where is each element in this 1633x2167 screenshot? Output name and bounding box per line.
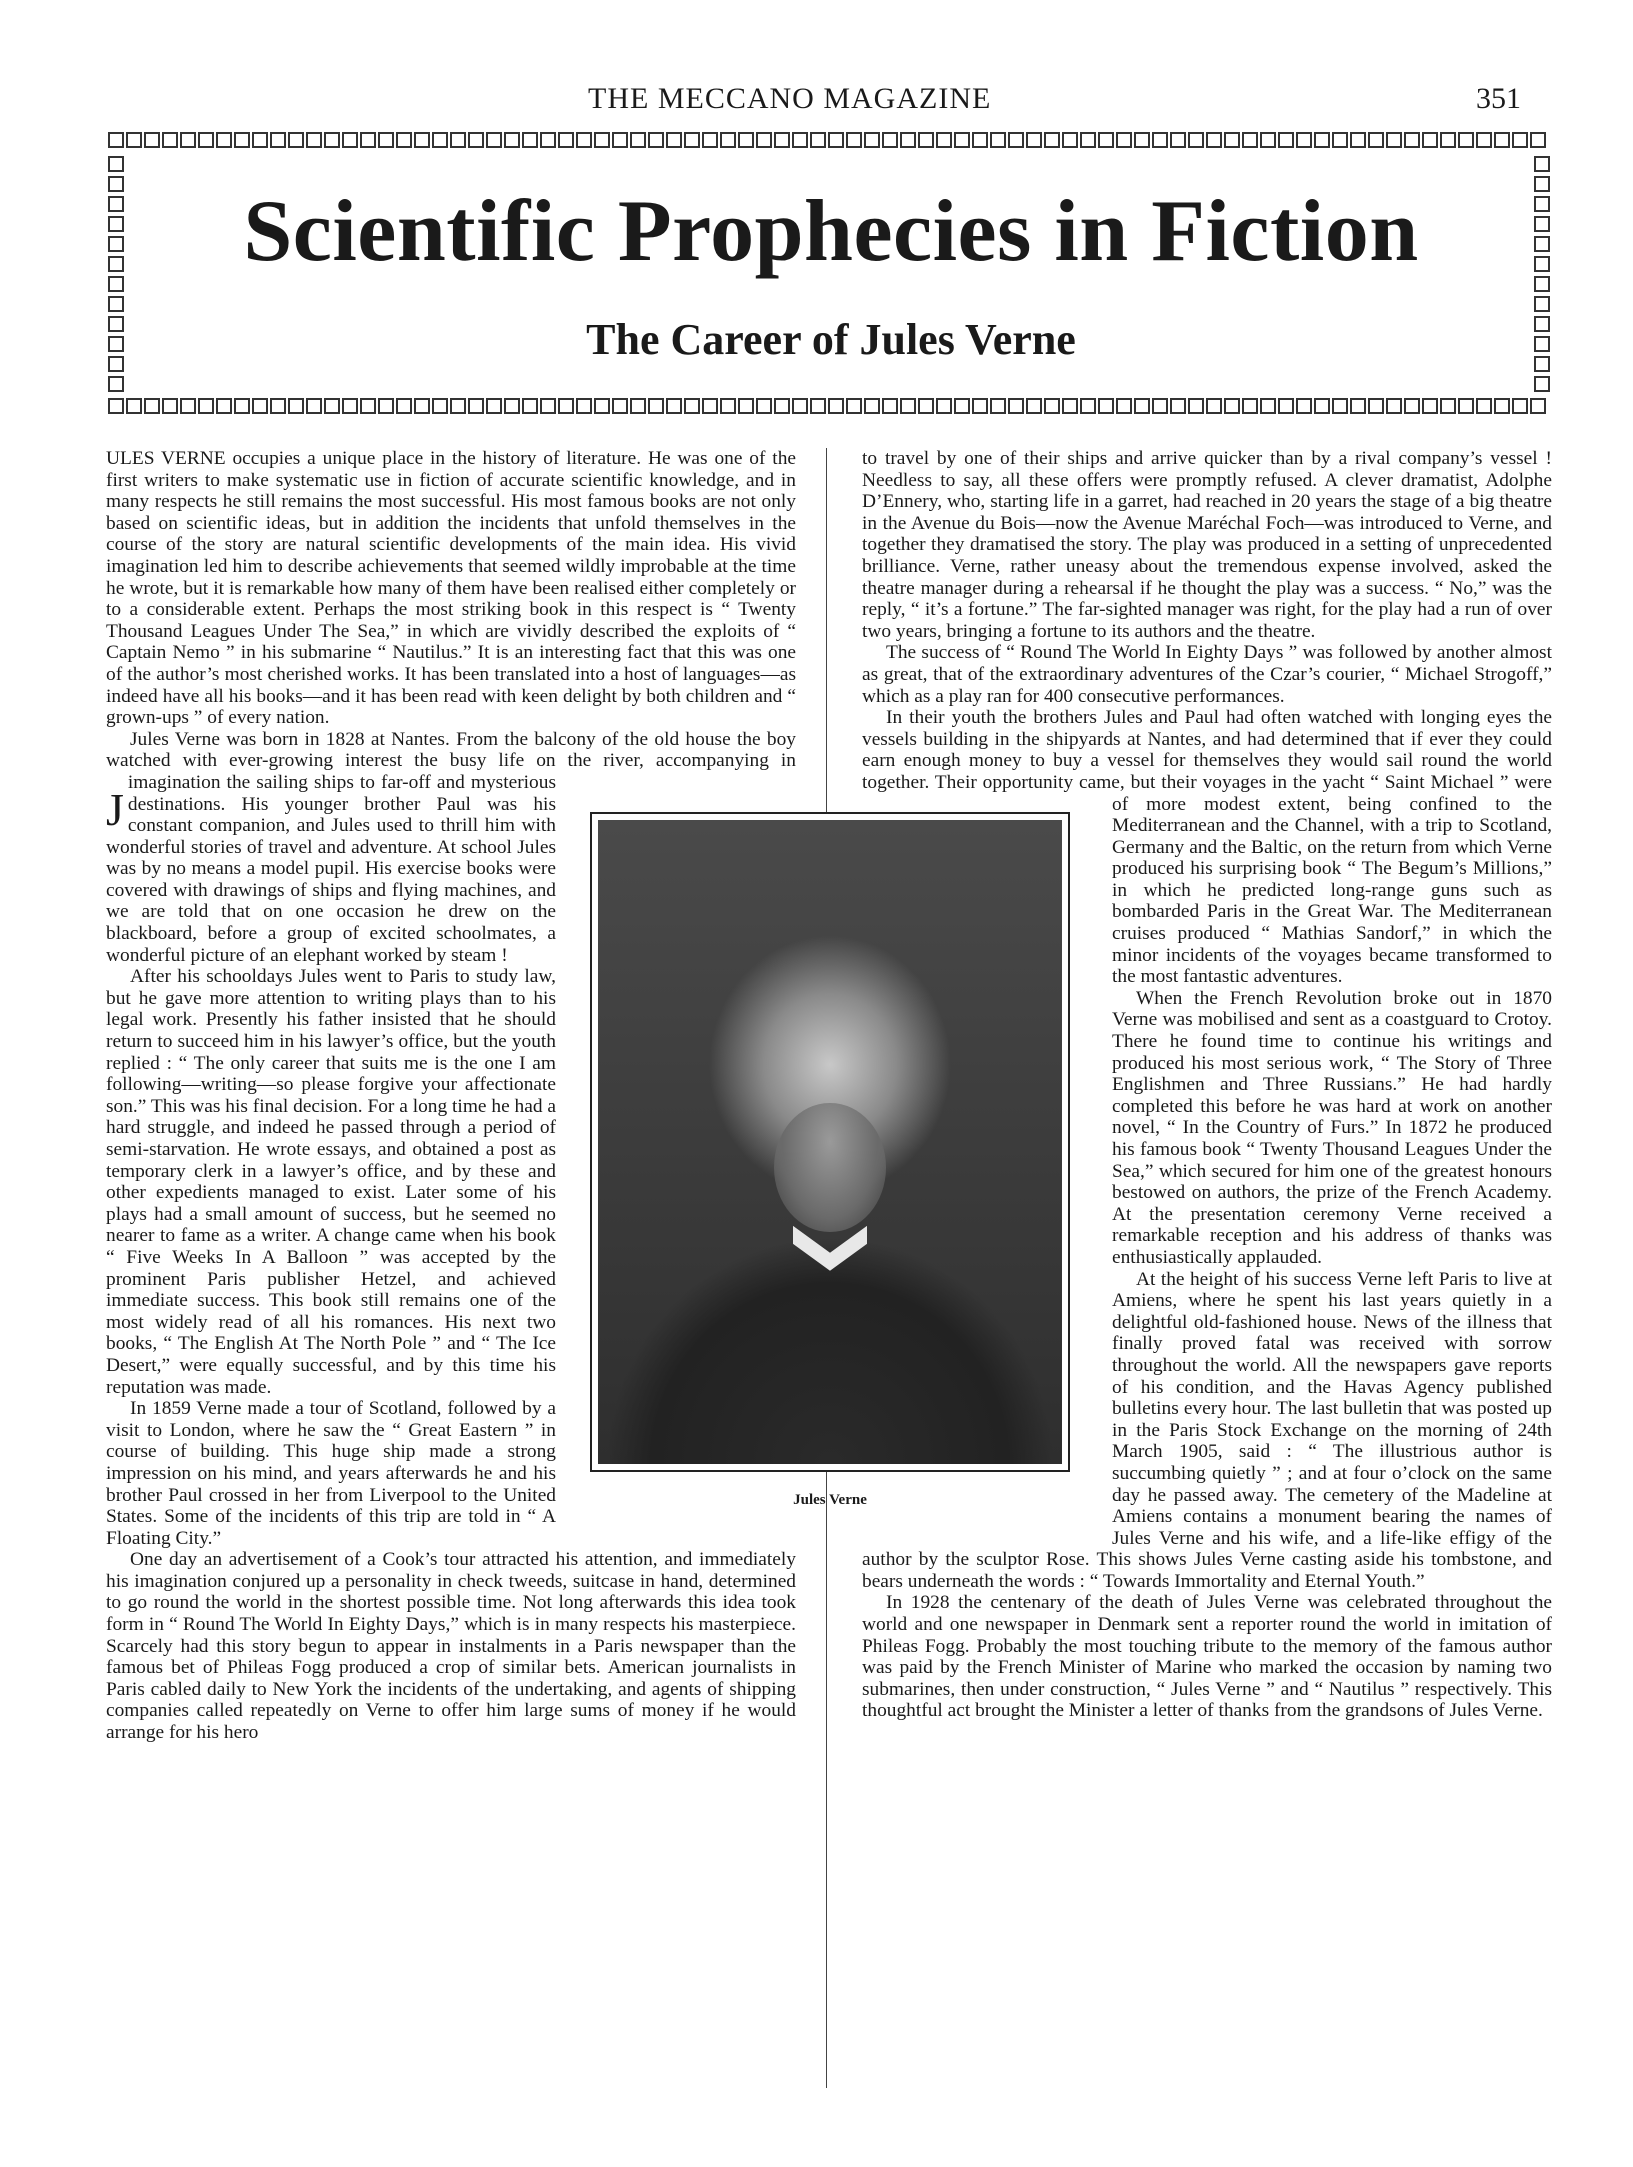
- border-square: [828, 132, 844, 148]
- border-square: [234, 398, 250, 414]
- border-square: [1534, 276, 1550, 292]
- photo-caption: Jules Verne: [793, 1492, 867, 1508]
- portrait-photo: [590, 812, 1070, 1472]
- border-square: [738, 132, 754, 148]
- border-top: [108, 132, 1554, 152]
- paragraph: After his schooldays Jules went to Paris to study law, but he gave more attention to writing plays than to his legal work. Presently his father insisted that he should return to succeed him in his lawyer’s office, but the youth replied : “ The only career that suits me is the one I am following—writing—so please forgive your affectionate son.” This was his final decision. For a long time he had a hard struggle, and indeed he passed through a period of semi-starvation. He wrote essays, and obtained a post as temporary clerk in a lawyer’s office, and by these and other expedients managed to exist. Later some of his plays had a small amount of success, but he seemed no nearer to fame as a writer. A change came when his book “ Five Weeks In A Balloon ” was accepted by the prominent Paris publisher Hetzel, and achieved immediate success. This book still remains one of the most widely read of all his romances. His next two books, “ The English At The North Pole ” and “ The Ice Desert,” were equally successful, and by this time his reputation was made.: [106, 966, 556, 1398]
- border-square: [360, 398, 376, 414]
- border-square: [1134, 398, 1150, 414]
- border-square: [1534, 156, 1550, 172]
- border-square: [108, 276, 124, 292]
- border-square: [1368, 132, 1384, 148]
- portrait-image: [598, 820, 1062, 1464]
- paragraph: When the French Revolution broke out in 1870 Verne was mobilised and sent as a coastguard to Crotoy. There he found time to continue his writings and produced his most serious work, “ The Story of Three Englishmen and Three Russians.” He had hardly completed this before he was hard at work on another novel, “ In the Country of Furs.” In 1872 he produced his famous book “ Twenty Thousand Leagues Under the Sea,” which secured for him one of the greatest honours bestowed on authors, the prize of the French Academy. At the presentation ceremony Verne received a remarkable reception and his address of thanks was enthusiastically applauded.: [1112, 987, 1552, 1268]
- border-square: [1080, 398, 1096, 414]
- border-square: [1422, 132, 1438, 148]
- border-square: [648, 398, 664, 414]
- border-square: [108, 236, 124, 252]
- border-square: [252, 398, 268, 414]
- paragraph: Jules Verne was born in 1828 at Nantes. From the balcony of the old house the boy watched with ever-growing interest the busy life on the river, accompanying in imagination the sailing ships to far-off and mysterious destinations. His younger brother Paul was his constant companion, and Jules used to thrill him with wonderful stories of travel and adventure. At school Jules was by no means a model pupil. His exercise books were covered with drawings of ships and flying machines, and we are told that on one occasion he drew on the blackboard, before a group of excited schoolmates, a wonderful picture of an elephant worked by steam !: [106, 728, 796, 966]
- border-square: [720, 398, 736, 414]
- border-square: [1242, 398, 1258, 414]
- border-square: [1422, 398, 1438, 414]
- border-square: [594, 398, 610, 414]
- border-square: [792, 398, 808, 414]
- border-square: [1534, 296, 1550, 312]
- border-square: [504, 398, 520, 414]
- paragraph: At the height of his success Verne left Paris to live at Amiens, where he spent his last years quietly in a delightful old-fashioned house. News of the illness that finally proved fatal was received with sorrow throughout the world. All the newspapers gave reports of his condition, and the Havas Agency published bulletins every hour. The last bulletin that was posted up in the Paris Stock Exchange on the morning of 24th March 1905, said : “ The illustrious author is succumbing quietly ” ; and at four o’clock on the same day he passed away. The cemetery of the Madeline at Amiens contains a monument bearing the names of Jules Verne and his wife, and a life-like effigy of the author by the sculptor Rose. This shows Jules Verne casting aside his tombstone, and bears underneath the words : “ Towards Immortality and Eternal Youth.”: [862, 1268, 1552, 1592]
- border-square: [1368, 398, 1384, 414]
- title-frame: [108, 132, 1554, 418]
- border-square: [270, 132, 286, 148]
- border-left: [108, 156, 128, 394]
- border-square: [1458, 132, 1474, 148]
- border-square: [108, 376, 124, 392]
- border-square: [540, 132, 556, 148]
- border-square: [180, 398, 196, 414]
- border-square: [756, 398, 772, 414]
- paragraph: to travel by one of their ships and arrive quicker than by a rival company’s vessel ! Needless to say, all these offers were promptly refused. A clever dramatist, Adolphe D’Ennery, who, starting life in a garret, had reached in 20 years the stage of a big theatre in the Avenue du Bois—now the Avenue Maréchal Foch—was introduced to Verne, and together they dramatised the story. The play was produced in a setting of unprecedented brilliance. Verne, rather uneasy about the tremendous expense involved, asked the theatre manager during a rehearsal if he thought the play was a success. “ No,” was the reply, “ it’s a fortune.” The far-sighted manager was right, for the play had a run of over two years, bringing a fortune to its authors and the theatre.: [862, 448, 1552, 642]
- border-square: [1404, 132, 1420, 148]
- drop-cap: J: [106, 784, 124, 835]
- border-square: [1530, 398, 1546, 414]
- border-square: [1080, 132, 1096, 148]
- border-square: [558, 132, 574, 148]
- border-square: [1278, 398, 1294, 414]
- border-square: [1062, 132, 1078, 148]
- border-square: [1062, 398, 1078, 414]
- border-square: [1458, 398, 1474, 414]
- border-square: [1188, 398, 1204, 414]
- article-title: Scientific Prophecies in Fiction: [243, 183, 1419, 280]
- border-square: [1134, 132, 1150, 148]
- border-square: [288, 398, 304, 414]
- border-square: [522, 132, 538, 148]
- border-square: [1512, 398, 1528, 414]
- border-square: [1224, 398, 1240, 414]
- border-right: [1534, 156, 1554, 394]
- border-square: [756, 132, 772, 148]
- border-square: [1170, 132, 1186, 148]
- border-square: [450, 132, 466, 148]
- border-square: [720, 132, 736, 148]
- border-bottom: [108, 398, 1554, 418]
- border-square: [252, 132, 268, 148]
- border-square: [612, 132, 628, 148]
- border-square: [1476, 132, 1492, 148]
- border-square: [684, 132, 700, 148]
- border-square: [108, 176, 124, 192]
- border-square: [162, 132, 178, 148]
- border-square: [540, 398, 556, 414]
- border-square: [1386, 398, 1402, 414]
- border-square: [864, 398, 880, 414]
- border-square: [576, 132, 592, 148]
- border-square: [378, 132, 394, 148]
- border-square: [468, 398, 484, 414]
- border-square: [774, 132, 790, 148]
- border-square: [648, 132, 664, 148]
- border-square: [1152, 398, 1168, 414]
- border-square: [324, 132, 340, 148]
- border-square: [684, 398, 700, 414]
- border-square: [108, 196, 124, 212]
- border-square: [558, 398, 574, 414]
- border-square: [1512, 132, 1528, 148]
- border-square: [864, 132, 880, 148]
- border-square: [1332, 132, 1348, 148]
- border-square: [396, 398, 412, 414]
- border-square: [468, 132, 484, 148]
- border-square: [108, 356, 124, 372]
- border-square: [378, 398, 394, 414]
- border-square: [846, 132, 862, 148]
- border-square: [144, 132, 160, 148]
- border-square: [1026, 398, 1042, 414]
- border-square: [108, 316, 124, 332]
- border-square: [828, 398, 844, 414]
- border-square: [846, 398, 862, 414]
- border-square: [450, 398, 466, 414]
- border-square: [882, 398, 898, 414]
- border-square: [666, 398, 682, 414]
- border-square: [126, 132, 142, 148]
- border-square: [1116, 132, 1132, 148]
- border-square: [972, 132, 988, 148]
- border-square: [108, 156, 124, 172]
- border-square: [396, 132, 412, 148]
- border-square: [1296, 132, 1312, 148]
- border-square: [954, 132, 970, 148]
- border-square: [1534, 256, 1550, 272]
- border-square: [594, 132, 610, 148]
- border-square: [990, 398, 1006, 414]
- border-square: [198, 398, 214, 414]
- border-square: [1534, 236, 1550, 252]
- border-square: [1404, 398, 1420, 414]
- border-square: [1534, 216, 1550, 232]
- border-square: [1170, 398, 1186, 414]
- border-square: [1026, 132, 1042, 148]
- border-square: [1314, 132, 1330, 148]
- border-square: [576, 398, 592, 414]
- border-square: [342, 132, 358, 148]
- border-square: [324, 398, 340, 414]
- border-square: [1534, 316, 1550, 332]
- border-square: [774, 398, 790, 414]
- border-square: [1494, 132, 1510, 148]
- border-square: [108, 336, 124, 352]
- border-square: [216, 132, 232, 148]
- paragraph: J ULES VERNE occupies a unique place in the history of literature. He was one of the first writers to make systematic use in fiction of accurate scientific knowledge, and in many respects he still remains the most successful. His most famous books are not only based on scientific ideas, but in addition the incidents that unfold themselves in the course of the story are natural scientific developments of the main idea. His vivid imagination led him to describe achievements that seemed wildly improbable at the time he wrote, but it is remarkable how many of them have been realised either completely or to a considerable extent. Perhaps the most striking book in this respect is “ Twenty Thousand Leagues Under The Sea,” in which are vividly described the exploits of “ Captain Nemo ” in his submarine “ Nautilus.” It is an interesting fact that this was one of the author’s most cherished works. It has been translated into a host of languages—as indeed have all his books—and it has been read with keen delight by both children and “ grown-ups ” of every nation.: [106, 448, 796, 835]
- border-square: [1332, 398, 1348, 414]
- border-square: [216, 398, 232, 414]
- border-square: [486, 132, 502, 148]
- border-square: [702, 132, 718, 148]
- border-square: [990, 132, 1006, 148]
- border-square: [630, 132, 646, 148]
- border-square: [1476, 398, 1492, 414]
- border-square: [414, 398, 430, 414]
- border-square: [234, 132, 250, 148]
- page-number: 351: [1476, 82, 1521, 115]
- border-square: [1534, 196, 1550, 212]
- border-square: [486, 398, 502, 414]
- border-square: [1386, 132, 1402, 148]
- border-square: [522, 398, 538, 414]
- border-square: [1008, 132, 1024, 148]
- border-square: [1116, 398, 1132, 414]
- border-square: [360, 132, 376, 148]
- border-square: [954, 398, 970, 414]
- border-square: [1206, 398, 1222, 414]
- border-square: [162, 398, 178, 414]
- border-square: [198, 132, 214, 148]
- border-square: [1188, 132, 1204, 148]
- border-square: [612, 398, 628, 414]
- border-square: [1224, 132, 1240, 148]
- border-square: [1260, 132, 1276, 148]
- border-square: [1534, 356, 1550, 372]
- border-square: [792, 132, 808, 148]
- border-square: [1296, 398, 1312, 414]
- border-square: [1530, 132, 1546, 148]
- border-square: [1314, 398, 1330, 414]
- border-square: [630, 398, 646, 414]
- border-square: [288, 132, 304, 148]
- border-square: [306, 132, 322, 148]
- paragraph: In their youth the brothers Jules and Paul had often watched with longing eyes the vessels building in the shipyards at Nantes, and had determined that if ever they could earn enough money to buy a vessel for themselves they would sail round the world together. Their opportunity came, but their voyages in the yacht “ Saint Michael ” were of more modest extent, being confined to the Mediterranean and the Channel, with a trip to Scotland, Germany and the Baltic, on the return from which Verne produced his surprising book “ The Begum’s Millions,” in which he predicted long-range guns such as bombarded Paris in the Great War. The Mediterranean cruises produced “ Mathias Sandorf,” in which the minor incidents of the voyages became transformed to the most fantastic adventures.: [862, 707, 1552, 988]
- running-head: [0, 82, 1633, 122]
- border-square: [1534, 176, 1550, 192]
- border-square: [1350, 398, 1366, 414]
- border-square: [918, 132, 934, 148]
- border-square: [108, 216, 124, 232]
- border-square: [1534, 376, 1550, 392]
- border-square: [414, 132, 430, 148]
- border-square: [900, 398, 916, 414]
- border-square: [1044, 132, 1060, 148]
- border-square: [810, 132, 826, 148]
- border-square: [1350, 132, 1366, 148]
- border-square: [144, 398, 160, 414]
- border-square: [1008, 398, 1024, 414]
- border-square: [936, 132, 952, 148]
- border-square: [1206, 132, 1222, 148]
- border-square: [1242, 132, 1258, 148]
- border-square: [702, 398, 718, 414]
- border-square: [1534, 336, 1550, 352]
- border-square: [900, 132, 916, 148]
- border-square: [918, 398, 934, 414]
- border-square: [126, 398, 142, 414]
- journal-name: THE MECCANO MAGAZINE: [588, 82, 992, 115]
- border-square: [1152, 132, 1168, 148]
- border-square: [972, 398, 988, 414]
- border-square: [270, 398, 286, 414]
- article-subtitle: The Career of Jules Verne: [586, 315, 1076, 364]
- border-square: [432, 398, 448, 414]
- border-square: [108, 398, 124, 414]
- border-square: [108, 256, 124, 272]
- border-square: [738, 398, 754, 414]
- border-square: [306, 398, 322, 414]
- border-square: [1278, 132, 1294, 148]
- border-square: [666, 132, 682, 148]
- border-square: [1440, 132, 1456, 148]
- border-square: [1044, 398, 1060, 414]
- paragraph: One day an advertisement of a Cook’s tour attracted his attention, and immediately his imagination conjured up a personality in check tweeds, suitcase in hand, determined to go round the world in the shortest possible time. Not long afterwards this idea took form in “ Round The World In Eighty Days,” which is in many respects his masterpiece. Scarcely had this story begun to appear in instalments in a Paris newspaper than the famous bet of Phileas Fogg produced a crop of similar bets. American journalists in Paris cabled daily to New York the incidents of the undertaking, and agents of shipping companies called repeatedly on Verne to offer him large sums of money if he would arrange for his hero: [106, 1549, 796, 1744]
- border-square: [342, 398, 358, 414]
- border-square: [1098, 398, 1114, 414]
- border-square: [1098, 132, 1114, 148]
- border-square: [432, 132, 448, 148]
- paragraph: In 1859 Verne made a tour of Scotland, followed by a visit to London, where he saw the “ Great Eastern ” in course of building. This huge ship made a strong impression on his mind, and years afterwards he and his brother Paul crossed in her from Liverpool to the United States. Some of the incidents of this trip are told in “ A Floating City.”: [106, 1398, 556, 1549]
- paragraph: In 1928 the centenary of the death of Jules Verne was celebrated throughout the world and one newspaper in Denmark sent a reporter round the world in imitation of Phileas Fogg. Probably the most touching tribute to the memory of the famous author was paid by the French Minister of Marine who marked the occasion by naming two submarines, then under construction, “ Jules Verne ” and “ Nautilus ” respectively. This thoughtful act brought the Minister a letter of thanks from the grandsons of Jules Verne.: [862, 1592, 1552, 1722]
- border-square: [810, 398, 826, 414]
- border-square: [108, 132, 124, 148]
- border-square: [1494, 398, 1510, 414]
- border-square: [1440, 398, 1456, 414]
- border-square: [882, 132, 898, 148]
- border-square: [180, 132, 196, 148]
- border-square: [1260, 398, 1276, 414]
- border-square: [504, 132, 520, 148]
- border-square: [108, 296, 124, 312]
- paragraph: The success of “ Round The World In Eighty Days ” was followed by another almost as great, that of the extraordinary adventures of the Czar’s courier, “ Michael Strogoff,” which as a play ran for 400 consecutive performances.: [862, 642, 1552, 707]
- border-square: [936, 398, 952, 414]
